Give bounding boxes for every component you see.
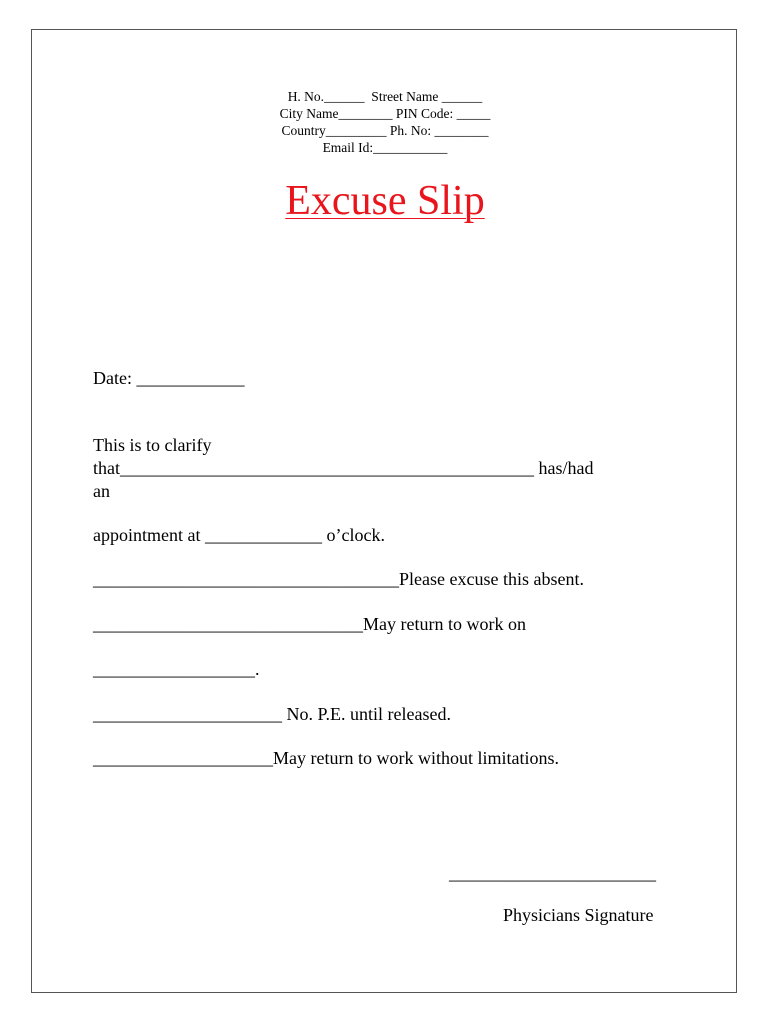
address-email: Email Id:___________ <box>322 140 448 155</box>
no-limitations-line: ____________________May return to work without limitations. <box>93 748 559 768</box>
address-house-street: H. No.______ Street Name ______ <box>287 89 483 104</box>
signature-label: Physicians Signature <box>503 905 654 925</box>
address-block <box>0 88 770 156</box>
return-date-line: __________________. <box>93 659 260 679</box>
no-pe-line: _____________________ No. P.E. until released. <box>93 704 451 724</box>
document-title: Excuse Slip <box>285 178 485 224</box>
clarify-line-1: This is to clarify <box>93 435 212 455</box>
appointment-line: appointment at _____________ o’clock. <box>93 525 385 545</box>
address-country-phone: Country_________ Ph. No: ________ <box>281 123 489 138</box>
page-border <box>31 29 737 993</box>
date-field: Date: ____________ <box>93 368 245 388</box>
clarify-line-3: an <box>93 481 110 501</box>
excuse-absence-line: __________________________________Please excuse this absent. <box>93 569 584 589</box>
address-city-pin: City Name________ PIN Code: _____ <box>279 106 491 121</box>
signature-line: _______________________ <box>449 863 656 883</box>
return-to-work-line: ______________________________May return to work on <box>93 614 526 634</box>
clarify-line-2: that______________________________________________ has/had <box>93 458 594 478</box>
